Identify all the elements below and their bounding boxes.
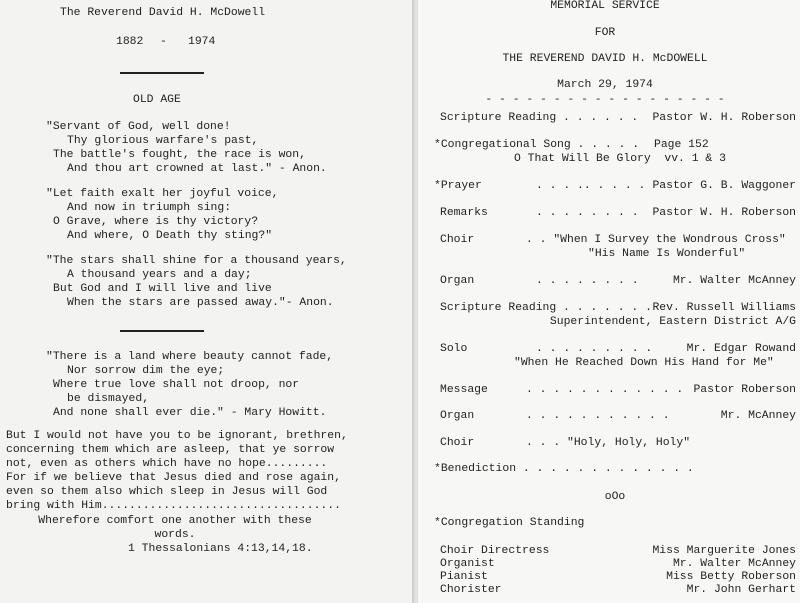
poem-line: When the stars are passed away."- Anon.: [67, 297, 334, 309]
scripture-line: even so them also which sleep in Jesus will God: [6, 486, 328, 498]
right-page: [418, 0, 800, 603]
organ-dots: . . . . . . . .: [536, 275, 639, 287]
ornament: oOo: [604, 491, 626, 503]
choir-label: Choir: [440, 234, 475, 246]
service-for: FOR: [594, 27, 616, 39]
service-date: March 29, 1974: [557, 79, 653, 91]
dashed-divider: - - - - - - - - - - - - - - - - - -: [485, 94, 725, 106]
poem-line: "Let faith exalt her joyful voice,: [46, 188, 279, 200]
poem-line: And thou art crowned at last." - Anon.: [67, 163, 327, 175]
poem-line: O Grave, where is thy victory?: [53, 216, 259, 228]
credit-role: Organist: [440, 558, 495, 570]
organ-person: Mr. Walter McAnney: [672, 275, 796, 287]
service-title: MEMORIAL SERVICE: [550, 0, 660, 12]
credit-name: Miss Betty Roberson: [666, 571, 796, 583]
prayer-label: *Prayer: [434, 180, 482, 192]
poem-line: Nor sorrow dim the eye;: [67, 365, 225, 377]
message-dots: . . . . . . . . . . . .: [526, 384, 684, 396]
poem-line: The battle's fought, the race is won,: [53, 149, 306, 161]
message-label: Message: [440, 384, 488, 396]
choir-hymn: . . "When I Survey the Wondrous Cross": [526, 234, 786, 246]
scripture-line: bring with Him...................................: [6, 500, 341, 512]
solo-label: Solo: [440, 343, 468, 355]
credit-name: Mr. John Gerhart: [686, 584, 796, 596]
remarks-person: Pastor W. H. Roberson: [652, 207, 796, 219]
scripture-line: not, even as others which have no hope.........: [6, 458, 328, 470]
poem-line: "Servant of God, well done!: [46, 121, 231, 133]
service-name: THE REVEREND DAVID H. McDOWELL: [502, 53, 708, 65]
scripture-reading-2-label: Scripture Reading . . . . . . .: [440, 302, 652, 314]
poem-line: And now in triumph sing:: [67, 202, 232, 214]
scripture-line: concerning them which are asleep, that ye sorrow: [6, 444, 335, 456]
divider: [120, 330, 204, 332]
poem-title: OLD AGE: [133, 94, 181, 106]
poem-line: Thy glorious warfare's past,: [67, 135, 259, 147]
standing-note: *Congregation Standing: [434, 517, 585, 529]
credit-name: Mr. Walter McAnney: [672, 558, 796, 570]
comfort-line: Wherefore comfort one another with these: [38, 515, 312, 527]
birth-year: 1882: [116, 36, 144, 48]
solo-hymn: "When He Reached Down His Hand for Me": [514, 357, 774, 369]
song-page: Page 152: [654, 139, 709, 151]
poem-line: "There is a land where beauty cannot fade,: [46, 351, 334, 363]
solo-person: Mr. Edgar Rowand: [686, 343, 796, 355]
credit-name: Miss Marguerite Jones: [652, 545, 796, 557]
poem-line: "The stars shall shine for a thousand years,: [46, 255, 347, 267]
poem-line: And none shall ever die." - Mary Howitt.: [53, 407, 327, 419]
scripture-line: For if we believe that Jesus died and rose again,: [6, 472, 341, 484]
poem-line: And where, O Death thy sting?": [67, 230, 273, 242]
scripture-reading-person: Pastor W. H. Roberson: [652, 112, 796, 124]
scripture-reading-2-title: Superintendent, Eastern District A/G: [549, 316, 796, 328]
death-year: 1974: [188, 36, 216, 48]
comfort-line: words.: [154, 529, 196, 541]
choir-hymn-2: "His Name Is Wonderful": [588, 248, 746, 260]
credit-role: Pianist: [440, 571, 488, 583]
choir-2-hymn: . . . "Holy, Holy, Holy": [526, 437, 691, 449]
date-dash: -: [160, 36, 167, 48]
memorial-name: The Reverend David H. McDowell: [60, 7, 266, 19]
song-title: O That Will Be Glory vv. 1 & 3: [514, 153, 726, 165]
remarks-label: Remarks: [440, 207, 488, 219]
credit-role: Chorister: [440, 584, 502, 596]
poem-line: Where true love shall not droop, nor: [53, 379, 300, 391]
congregational-song-label: *Congregational Song . . . . .: [434, 139, 640, 151]
organ-2-dots: . . . . . . . . . . .: [526, 410, 670, 422]
scripture-reference: 1 Thessalonians 4:13,14,18.: [128, 543, 313, 555]
scripture-reading-label: Scripture Reading . . . . . .: [440, 112, 639, 124]
benediction-label: *Benediction . . . . . . . . . . . . .: [434, 463, 694, 475]
organ-label: Organ: [440, 275, 475, 287]
remarks-dots: . . . . . . . .: [536, 207, 639, 219]
organ-2-person: Mr. McAnney: [720, 410, 796, 422]
prayer-person: Pastor G. B. Waggoner: [652, 180, 796, 192]
scripture-reading-2-person: Rev. Russell Williams: [652, 302, 796, 314]
credit-role: Choir Directress: [440, 545, 550, 557]
poem-line: A thousand years and a day;: [67, 269, 252, 281]
poem-line: be dismayed,: [67, 393, 150, 405]
poem-line: But God and I will live and live: [53, 283, 272, 295]
organ-2-label: Organ: [440, 410, 475, 422]
message-person: Pastor Roberson: [693, 384, 796, 396]
prayer-dots: . . . .. . . . .: [536, 180, 646, 192]
scripture-line: But I would not have you to be ignorant, brethren,: [6, 430, 348, 442]
choir-2-label: Choir: [440, 437, 475, 449]
solo-dots: . . . . . . . . .: [536, 343, 653, 355]
divider: [120, 72, 204, 74]
